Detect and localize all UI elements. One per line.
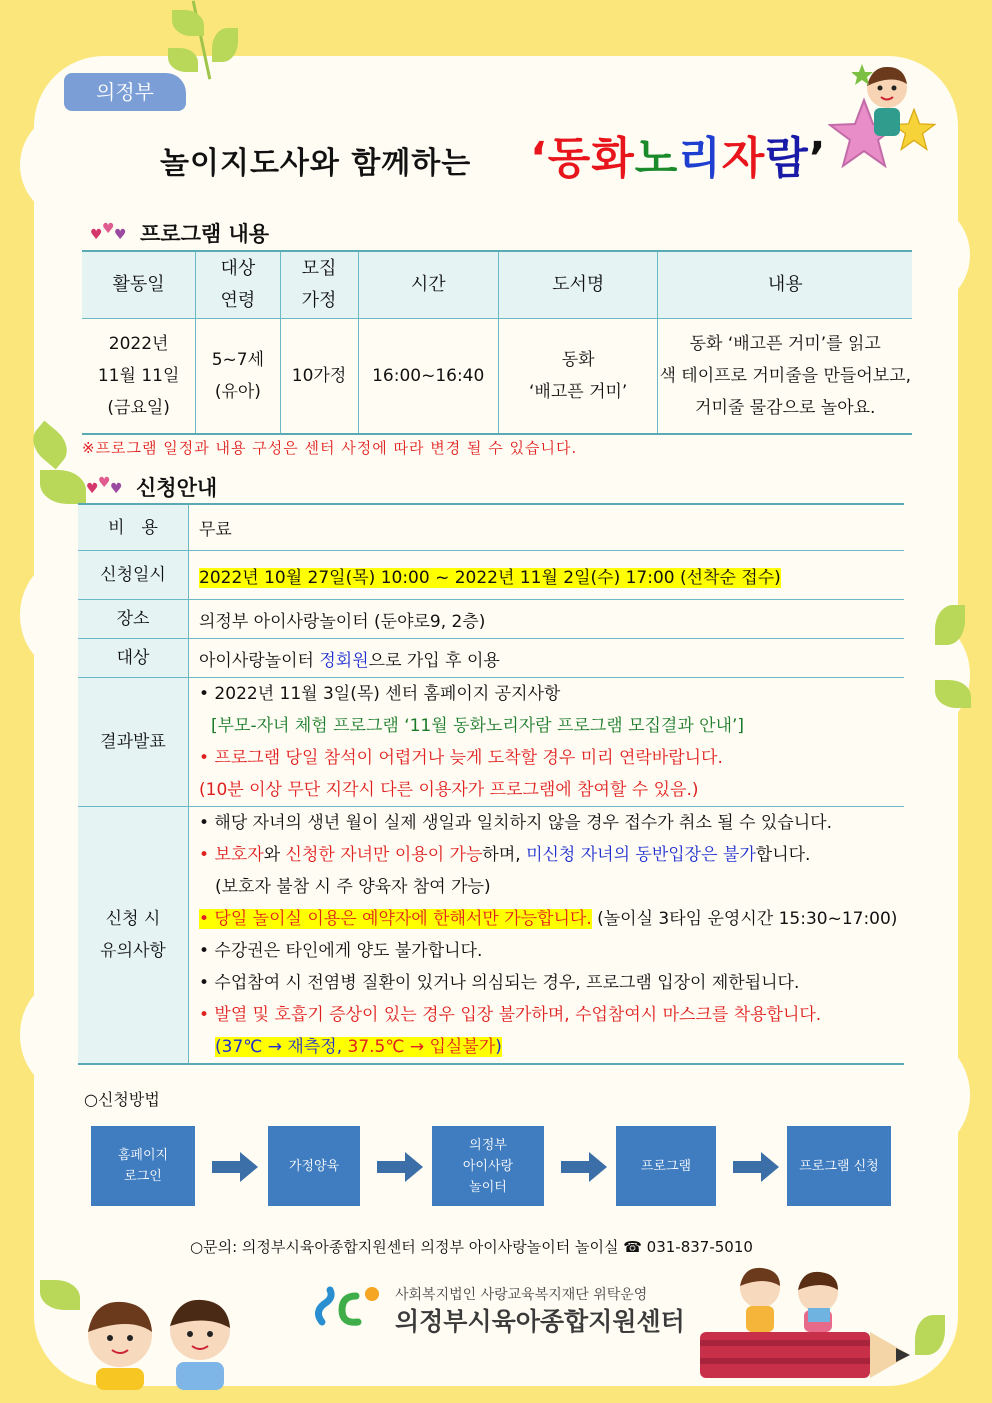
step-text: 프로그램 신청 — [799, 1158, 879, 1174]
caution-highlight: • 당일 놀이실 이용은 예약자에 한해서만 가능합니다. — [199, 909, 592, 929]
step-text: 가정양육 — [288, 1158, 340, 1174]
step-text: 아이사랑 — [462, 1158, 514, 1174]
apply-row-place — [78, 600, 904, 639]
cautions-value — [189, 807, 905, 1065]
header-time: 시간 — [358, 251, 498, 319]
caution-line: (보호자 불참 시 주 양육자 참여 가능) — [215, 877, 491, 897]
contact-info: ○문의: 의정부시육아종합지원센터 의정부 아이사랑놀이터 놀이실 ☎ 031-837-5010 — [190, 1238, 753, 1256]
caution-line: • 수강권은 타인에게 양도 불가합니다. — [199, 941, 483, 961]
cell-age-line: (유아) — [214, 382, 261, 402]
step-box-playground — [432, 1126, 544, 1206]
hearts-icon: ♥ ♥ ♥ — [90, 221, 127, 243]
right-arrow-icon — [561, 1152, 607, 1182]
header-date: 활동일 — [82, 251, 196, 319]
children-on-pencil-illustration — [700, 1262, 920, 1392]
right-arrow-icon — [377, 1152, 423, 1182]
apply-heading-text: 신청안내 — [136, 476, 218, 500]
target-text: 아이사랑놀이터 — [199, 650, 320, 671]
cell-content-line: 색 테이프로 거미줄을 만들어보고, — [659, 366, 911, 386]
target-label: 대상 — [78, 639, 189, 678]
header-age — [196, 251, 280, 319]
title-char: 화 — [591, 133, 635, 184]
step-text: 프로그램 — [640, 1158, 692, 1174]
apply-row-target — [78, 639, 904, 678]
caution-line: • 해당 자녀의 생년 월이 실제 생일과 일치하지 않을 경우 접수가 취소 될 수 있습니다. — [199, 813, 833, 833]
cloud-bump — [20, 110, 130, 220]
result-label: 결과발표 — [78, 678, 189, 807]
header-age-line: 대상 — [220, 258, 256, 279]
child-on-star-illustration — [852, 58, 922, 148]
program-table-header-row — [82, 251, 912, 319]
caution-line — [199, 903, 904, 935]
apply-table — [78, 503, 904, 1065]
step-box-login — [91, 1126, 195, 1206]
result-line: • 프로그램 당일 참석이 어렵거나 늦게 도착할 경우 미리 연락바랍니다. — [199, 748, 723, 768]
cautions-label-line: 유의사항 — [100, 941, 166, 961]
caution-line: • 수업참여 시 전염병 질환이 있거나 의심되는 경우, 프로그램 입장이 제한됩니다. — [199, 973, 800, 993]
caution-text: (37℃ → 재측정 — [215, 1037, 337, 1057]
place-label: 장소 — [78, 600, 189, 639]
header-content: 내용 — [658, 251, 912, 319]
cell-book-line: 동화 — [561, 350, 595, 370]
cell-book-line: ‘배고픈 거미’ — [529, 382, 628, 402]
cell-content-line: 동화 ‘배고픈 거미’를 읽고 — [689, 334, 881, 354]
method-title: ○신청방법 — [84, 1090, 160, 1109]
apply-row-period — [78, 551, 904, 600]
target-value — [189, 639, 905, 678]
fee-value: 무료 — [189, 504, 905, 551]
caution-line: • 발열 및 호흡기 증상이 있는 경우 입장 불가하며, 수업참여시 마스크를 착용합니다. — [199, 1005, 822, 1025]
leaf-decoration — [935, 605, 965, 645]
cell-date-line: 2022년 — [108, 334, 169, 354]
apply-section-heading — [86, 472, 217, 503]
caution-temperature — [215, 1037, 502, 1057]
target-text: 으로 가입 후 이용 — [368, 650, 500, 671]
program-section-heading — [90, 218, 269, 249]
apply-row-fee — [78, 504, 904, 551]
poster-title — [160, 118, 880, 188]
program-table-row — [82, 319, 912, 435]
title-char: 람 — [765, 133, 809, 184]
cautions-label — [78, 807, 189, 1065]
org-name: 의정부시육아종합지원센터 — [395, 1307, 685, 1336]
step-text: 로그인 — [124, 1169, 162, 1184]
title-char: 리 — [678, 133, 722, 184]
caution-text: ) — [495, 1037, 502, 1057]
cell-date-line: (금요일) — [107, 398, 170, 418]
caution-bullet: • — [199, 845, 215, 865]
step-box-program-apply — [787, 1126, 891, 1206]
apply-row-result — [78, 678, 904, 807]
result-line: [부모-자녀 체험 프로그램 ‘11월 동화노리자람 프로그램 모집결과 안내’] — [211, 716, 745, 736]
cell-time: 16:00~16:40 — [358, 319, 498, 435]
right-arrow-icon — [733, 1152, 779, 1182]
caution-text: , — [336, 1037, 348, 1057]
caution-unapplied: 미신청 자녀의 동반입장은 불가 — [526, 845, 756, 865]
caution-line — [199, 839, 904, 871]
schedule-change-note: ※프로그램 일정과 내용 구성은 센터 사정에 따라 변경 될 수 있습니다. — [82, 439, 578, 457]
header-family — [280, 251, 358, 319]
caution-guardian: 보호자 — [214, 845, 264, 865]
place-value: 의정부 아이사랑놀이터 (둔야로9, 2층) — [189, 600, 905, 639]
result-value — [189, 678, 905, 807]
title-quote: ‘ — [530, 133, 548, 184]
cell-age — [196, 319, 280, 435]
fee-label: 비 용 — [78, 504, 189, 551]
hearts-icon: ♥ ♥ ♥ — [86, 475, 123, 497]
title-prefix: 놀이지도사와 함께하는 — [160, 146, 472, 181]
caution-text: 합니다. — [755, 845, 811, 865]
title-highlight — [530, 122, 827, 186]
org-logo-icon — [312, 1282, 392, 1332]
cell-date — [82, 319, 196, 435]
apply-row-cautions — [78, 807, 904, 1065]
title-char: 동 — [547, 133, 592, 184]
cell-age-line: 5~7세 — [211, 350, 265, 370]
cautions-label-line: 신청 시 — [105, 909, 161, 929]
cell-date-line: 11월 11일 — [97, 366, 180, 386]
children-illustration — [70, 1290, 250, 1390]
title-char: 노 — [634, 133, 679, 184]
period-value: 2022년 10월 27일(목) 10:00 ~ 2022년 11월 2일(수) 17:00 (선착순 접수) — [199, 567, 781, 588]
caution-line — [199, 1031, 904, 1063]
title-quote: ’ — [808, 133, 827, 184]
region-tag: 의정부 — [64, 73, 186, 111]
period-label: 신청일시 — [78, 551, 189, 600]
caution-text: 37.5℃ → 입실불가 — [347, 1037, 496, 1057]
header-age-line: 연령 — [220, 290, 256, 311]
cell-content — [658, 319, 912, 435]
header-family-line: 모집 — [301, 258, 337, 279]
program-heading-text: 프로그램 내용 — [140, 222, 270, 246]
header-family-line: 가정 — [301, 290, 337, 311]
result-line: • 2022년 11월 3일(목) 센터 홈페이지 공지사항 — [199, 684, 561, 704]
step-text: 의정부 — [469, 1137, 507, 1153]
cell-book — [498, 319, 658, 435]
right-arrow-icon — [212, 1152, 258, 1182]
header-book: 도서명 — [498, 251, 658, 319]
target-member-text: 정회원 — [319, 650, 369, 671]
step-box-home-care — [268, 1126, 360, 1206]
caution-text: 와 — [263, 845, 286, 865]
step-text: 홈페이지 — [117, 1148, 169, 1163]
caution-text: (놀이실 3타임 운영시간 15:30~17:00) — [591, 909, 898, 929]
cell-content-line: 거미줄 물감으로 놀아요. — [695, 398, 876, 418]
leaf-decoration — [172, 10, 204, 36]
result-line: (10분 이상 무단 지각시 다른 이용자가 프로그램에 참여할 수 있음.) — [199, 780, 699, 800]
step-box-program — [616, 1126, 716, 1206]
title-char: 자 — [721, 133, 766, 184]
program-table — [82, 250, 912, 435]
caution-text: 하며, — [482, 845, 527, 865]
period-value-cell — [189, 551, 905, 600]
step-text: 놀이터 — [469, 1179, 507, 1195]
cell-families: 10가정 — [280, 319, 358, 435]
caution-applied: 신청한 자녀만 이용이 가능 — [285, 845, 483, 865]
org-operator: 사회복지법인 사랑교육복지재단 위탁운영 — [395, 1287, 648, 1303]
